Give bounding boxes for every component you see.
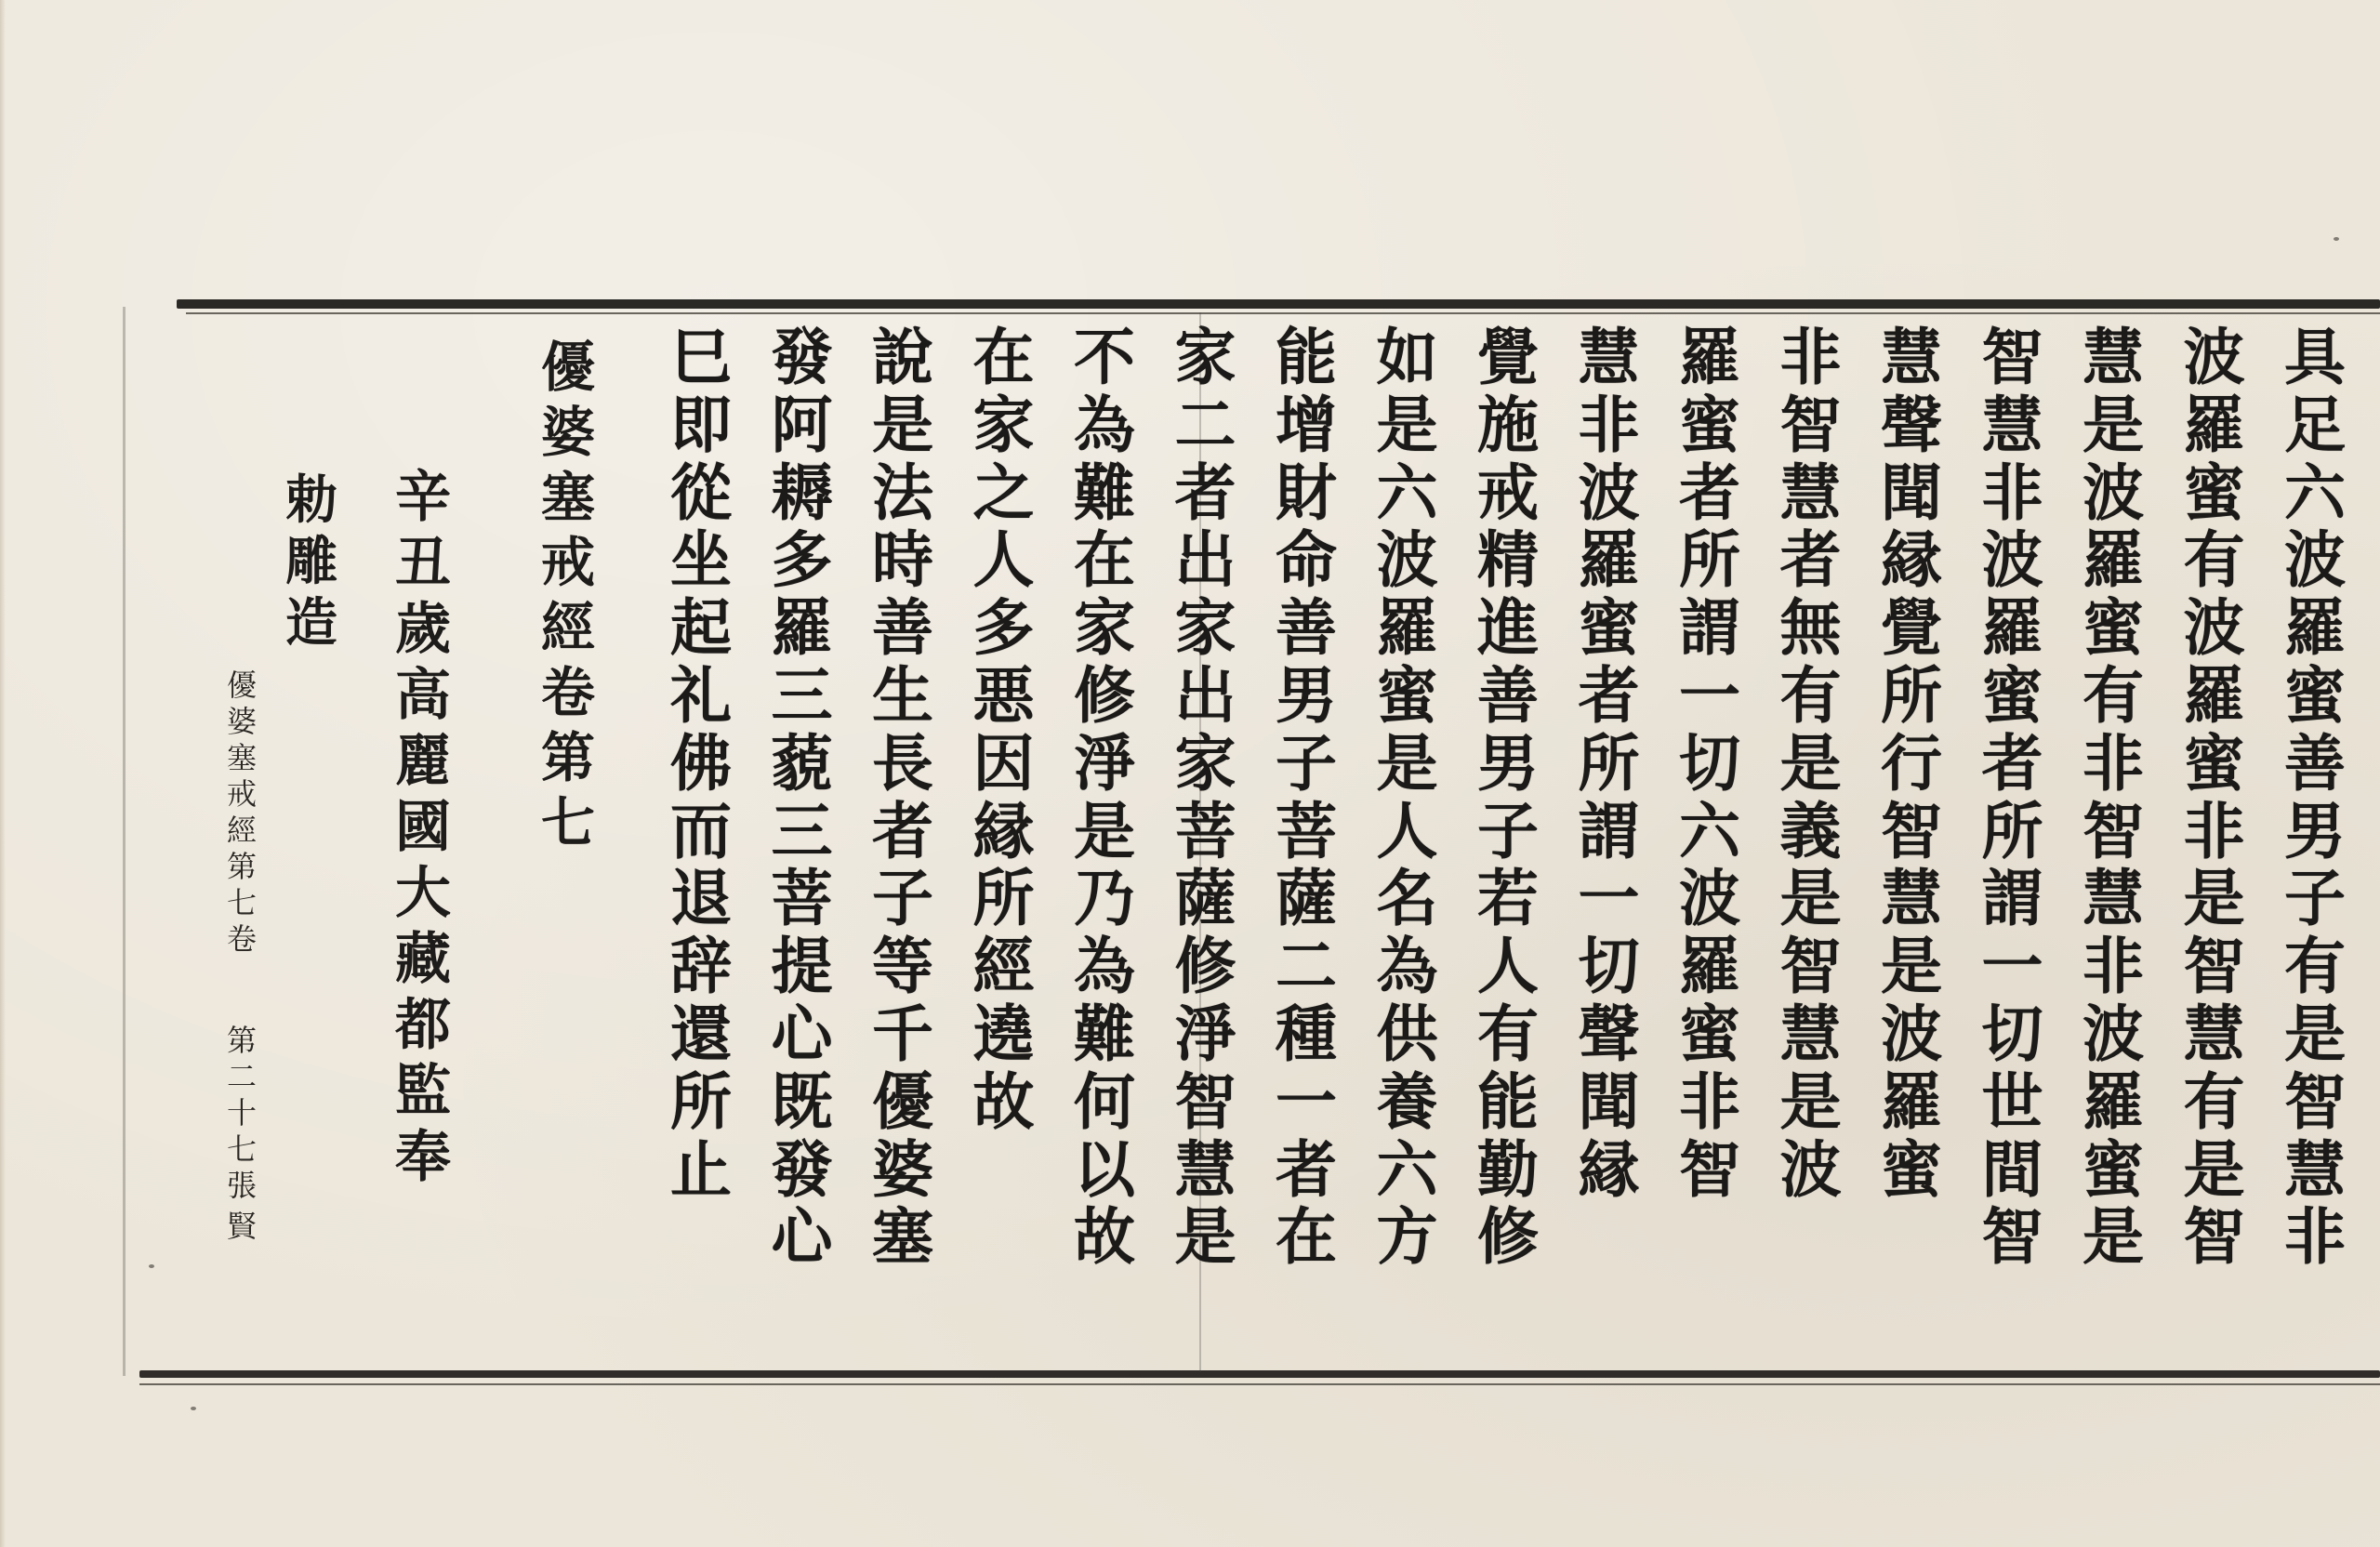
text-column: 覺 施 戒 精 進 善 男 子 若 人 有 能 勤 修 (1477, 321, 1539, 1274)
frame-top-inner-line (186, 312, 2380, 314)
ink-speck (149, 1264, 154, 1268)
frame-top-border (177, 299, 2380, 309)
text-column: 非 智 慧 者 無 有 是 義 是 智 慧 是 波 (1779, 321, 1842, 1206)
text-column: 如 是 六 波 羅 蜜 是 人 名 為 供 養 六 方 (1376, 321, 1438, 1274)
text-column: 波 羅 蜜 有 波 羅 蜜 非 是 智 慧 有 是 智 (2183, 321, 2245, 1274)
text-column: 不 為 難 在 家 修 淨 是 乃 為 難 何 以 故 (1074, 321, 1135, 1274)
text-column: 在 家 之 人 多 悪 因 縁 所 經 遶 故 (972, 321, 1035, 1138)
margin-note-carver: 賢 (226, 1209, 257, 1244)
text-column: 家 二 者 出 家 出 家 菩 薩 修 淨 智 慧 是 (1174, 321, 1236, 1274)
text-column: 巳 即 從 坐 起 礼 佛 而 退 辞 還 所 止 (670, 321, 732, 1206)
paper-edge (0, 0, 6, 1547)
frame-left-line (123, 307, 126, 1376)
frame-bottom-inner-line (139, 1383, 2380, 1385)
frame-bottom-border (139, 1370, 2380, 1378)
text-column: 具 足 六 波 羅 蜜 善 男 子 有 是 智 慧 非 (2284, 321, 2346, 1274)
text-column: 羅 蜜 者 所 謂 一 切 六 波 羅 蜜 非 智 (1679, 321, 1740, 1206)
text-column: 慧 是 波 羅 蜜 有 非 智 慧 非 波 羅 蜜 是 (2082, 321, 2144, 1274)
text-column: 慧 聲 聞 縁 覺 所 行 智 慧 是 波 羅 蜜 (1881, 321, 1942, 1206)
margin-note-sheet: 第 二 十 七 張 (226, 1023, 257, 1203)
ink-speck (191, 1407, 196, 1410)
ink-speck (2334, 237, 2339, 241)
colophon-line-2: 勅 雕 造 (285, 469, 337, 654)
margin-note-sutra: 優 婆 塞 戒 經 第 七 卷 (226, 668, 257, 957)
text-column: 慧 非 波 羅 蜜 者 所 謂 一 切 聲 聞 縁 (1578, 321, 1640, 1206)
text-column: 能 增 財 命 善 男 子 菩 薩 二 種 一 者 在 (1276, 321, 1337, 1274)
colophon-line-1: 辛 丑 歲 高 麗 國 大 藏 都 監 奉 (395, 465, 451, 1190)
text-column: 說 是 法 時 善 生 長 者 子 等 千 優 婆 塞 (872, 321, 933, 1274)
volume-title: 優 婆 塞 戒 經 卷 第 七 (540, 336, 595, 854)
text-column: 發 阿 耨 多 羅 三 藐 三 菩 提 心 既 發 心 (771, 321, 833, 1274)
text-column: 智 慧 非 波 羅 蜜 者 所 謂 一 切 世 間 智 (1981, 321, 2043, 1274)
